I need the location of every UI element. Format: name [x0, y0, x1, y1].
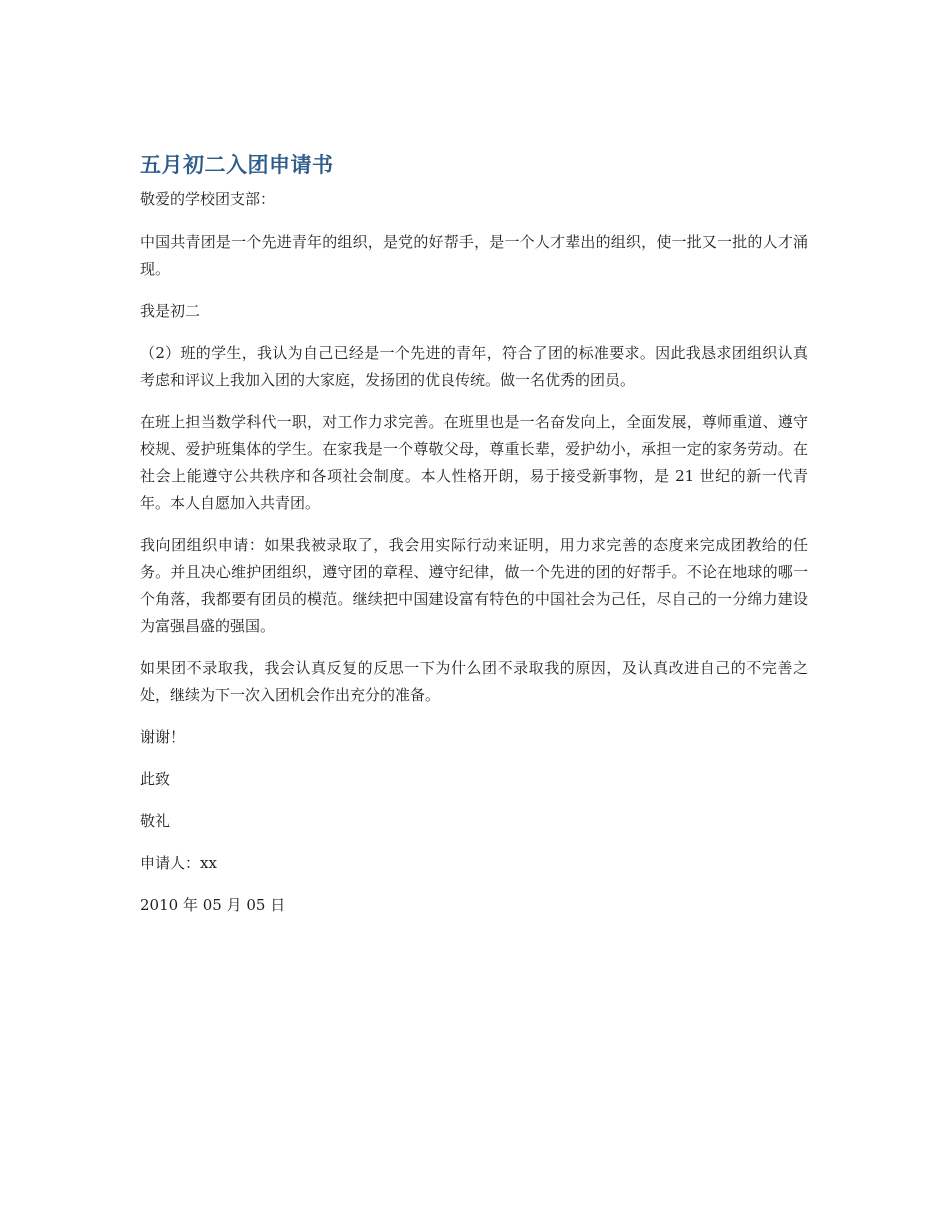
document-page — [140, 150, 808, 934]
closing-ci-zhi: 此致 — [140, 770, 171, 788]
paragraph-performance: 在班上担当数学科代一职，对工作力求完善。在班里也是一名奋发向上，全面发展，尊师重道、遵守校规、爱护班集体的学生。在家我是一个尊敬父母，尊重长辈，爱护幼小，承担一定的家务劳动。在社会上能遵守公共秩序和各项社会制度。本人性格开朗，易于接受新事物，是 21 世纪的新一代青年。本人自愿加入共青团。 — [140, 413, 808, 512]
paragraph-grade: 我是初二 — [140, 302, 201, 320]
document-title: 五月初二入团申请书 — [140, 153, 334, 177]
paragraph-pledge: 我向团组织申请：如果我被录取了，我会用实际行动来证明，用力求完善的态度来完成团教给的任务。并且决心维护团组织，遵守团的章程、遵守纪律，做一个先进的团的好帮手。不论在地球的哪一个角落，我都要有团员的模范。继续把中国建设富有特色的中国社会为己任，尽自己的一分绵力建设为富强昌盛的强国。 — [140, 536, 808, 635]
paragraph-class: （2）班的学生，我认为自己已经是一个先进的青年，符合了团的标准要求。因此我恳求团组织认真考虑和评议上我加入团的大家庭，发扬团的优良传统。做一名优秀的团员。 — [140, 344, 808, 389]
paragraph-intro: 中国共青团是一个先进青年的组织，是党的好帮手，是一个人才辈出的组织，使一批又一批的人才涌现。 — [140, 233, 808, 278]
salutation: 敬爱的学校团支部： — [140, 190, 276, 208]
closing-jing-li: 敬礼 — [140, 812, 171, 830]
application-date: 2010 年 05 月 05 日 — [140, 896, 286, 914]
paragraph-if-rejected: 如果团不录取我，我会认真反复的反思一下为什么团不录取我的原因，及认真改进自己的不完善之处，继续为下一次入团机会作出充分的准备。 — [140, 659, 808, 704]
applicant-name: 申请人：xx — [140, 854, 217, 872]
closing-thanks: 谢谢！ — [140, 728, 186, 746]
